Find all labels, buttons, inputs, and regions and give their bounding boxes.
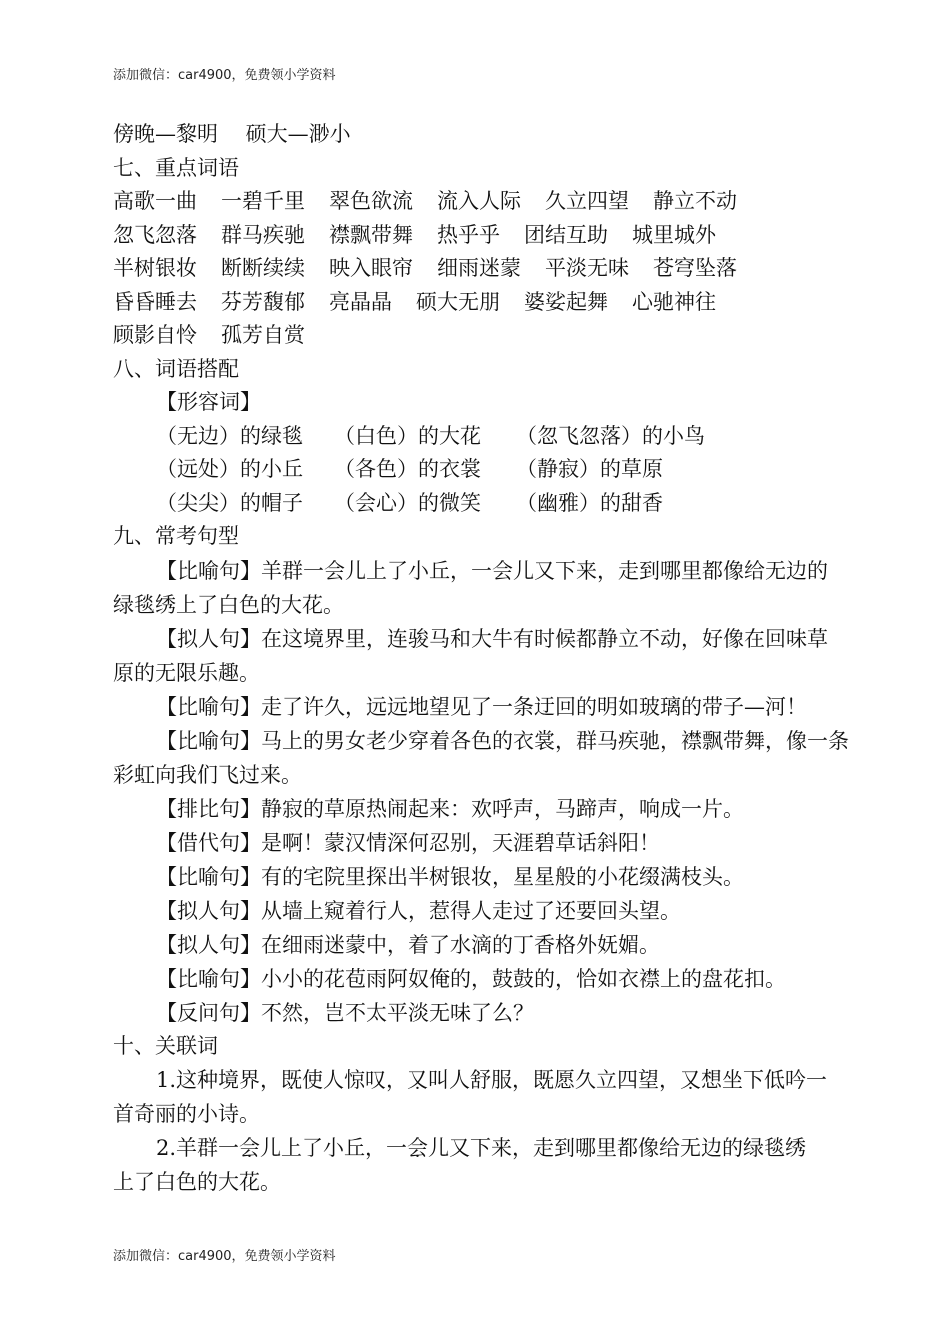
emphasis-mark: 一会儿 [386, 1136, 450, 1160]
emphasis-mark: 既 [533, 1068, 555, 1092]
sentence-type-tag: 【拟人句】 [156, 932, 261, 957]
collocation: （忽飞忽落）的小鸟 [516, 423, 705, 448]
key-word: 翠色欲流 [329, 189, 413, 213]
word-row [113, 252, 853, 286]
sentence-pattern [113, 962, 853, 996]
collocation: （白色）的大花 [334, 423, 481, 448]
sentence-type-tag: 【比喻句】 [156, 694, 261, 719]
sentence-pattern [113, 724, 853, 792]
sentence-text: 在这境界里，连骏马和大牛有时候都静立不动，好像在回味草 [261, 626, 828, 651]
section-9-title: 九、常考句型 [113, 524, 239, 548]
key-word: 细雨迷蒙 [437, 256, 521, 280]
sentence-pattern [113, 622, 853, 690]
antonym-line: 傍晚—黎明 硕大—渺小 [113, 122, 351, 146]
sentence-pattern [113, 792, 853, 826]
sentence-pattern [113, 860, 853, 894]
sentence-type-tag: 【拟人句】 [156, 626, 261, 651]
key-word: 心驰神往 [632, 289, 716, 314]
conjunction-item-2: 2.羊群一会儿上了小丘，一会儿又下来，走到哪里都像给无边的绿毯绣 上了白色的大花。 [113, 1136, 807, 1194]
key-word: 城里城外 [632, 222, 716, 247]
section-7-title: 七、重点词语 [113, 155, 239, 180]
word-row [113, 185, 853, 219]
sentence-pattern [113, 690, 853, 724]
key-word: 断断续续 [221, 256, 305, 280]
sentence-text: 是啊！蒙汉情深何忍别，天涯碧草话斜阳！ [261, 830, 660, 855]
key-word: 苍穹坠落 [653, 256, 737, 280]
emphasis-mark: 又 [407, 1068, 429, 1092]
sentence-text: 小小的花苞雨阿奴俺的，鼓鼓的，恰如衣襟上的盘花扣。 [261, 966, 786, 991]
sentence-type-tag: 【拟人句】 [156, 898, 261, 923]
sentence-type-tag: 【比喻句】 [156, 864, 261, 889]
sentence-text: 马上的男女老少穿着各色的衣裳，群马疾驰，襟飘带舞，像一条 [261, 728, 849, 753]
sentence-text: 不然，岂不太平淡无味了么？ [261, 1000, 534, 1025]
key-word: 昏昏睡去 [113, 289, 197, 314]
collocation: （会心）的微笑 [334, 490, 481, 515]
sentence-continuation: 绿毯绣上了白色的大花。 [113, 592, 344, 617]
sentence-continuation: 原的无限乐趣。 [113, 660, 260, 685]
collocation: （静寂）的草原 [516, 457, 663, 481]
key-word: 顾影自怜 [113, 323, 197, 347]
key-word: 高歌一曲 [113, 189, 197, 213]
key-word: 婆娑起舞 [524, 289, 608, 314]
sentence-pattern [113, 826, 853, 860]
key-word: 孤芳自赏 [221, 323, 305, 347]
sentence-text: 从墙上窥着行人，惹得人走过了还要回头望。 [261, 898, 681, 923]
word-row [113, 286, 853, 320]
section-10-title: 十、关联词 [113, 1033, 218, 1058]
collocation-row [113, 453, 853, 487]
key-words-list [113, 185, 853, 353]
word-row [113, 319, 853, 353]
sentence-pattern [113, 554, 853, 622]
emphasis-mark: 一会儿 [218, 1136, 282, 1160]
page-footer: 添加微信：car4900，免费领小学资料 [113, 1249, 336, 1264]
collocation: （各色）的衣裳 [334, 457, 481, 481]
key-word: 静立不动 [653, 189, 737, 213]
sentence-text: 走了许久，远远地望见了一条迂回的明如玻璃的带子—河！ [261, 694, 807, 719]
page-header: 添加微信：car4900，免费领小学资料 [113, 68, 336, 83]
collocation: （尖尖）的帽子 [156, 490, 303, 515]
document-body [113, 118, 853, 1199]
sentence-type-tag: 【排比句】 [156, 796, 261, 821]
collocation: （远处）的小丘 [156, 457, 303, 481]
sentence-type-tag: 【比喻句】 [156, 558, 261, 583]
sentence-type-tag: 【反问句】 [156, 1000, 261, 1025]
key-word: 久立四望 [545, 189, 629, 213]
word-row [113, 219, 853, 253]
section-8-title: 八、词语搭配 [113, 356, 239, 381]
emphasis-mark: 又 [680, 1068, 702, 1092]
emphasis-mark: 既 [281, 1068, 303, 1092]
key-word: 团结互助 [524, 222, 608, 247]
key-word: 热乎乎 [437, 222, 500, 247]
sentence-type-tag: 【借代句】 [156, 830, 261, 855]
sentence-pattern-list [113, 554, 853, 1030]
sentence-type-tag: 【比喻句】 [156, 728, 261, 753]
collocation: （幽雅）的甜香 [516, 490, 663, 515]
key-word: 忽飞忽落 [113, 222, 197, 247]
collocation: （无边）的绿毯 [156, 423, 303, 448]
key-word: 芬芳馥郁 [221, 289, 305, 314]
sentence-text: 有的宅院里探出半树银妆，星星般的小花缀满枝头。 [261, 864, 744, 889]
key-word: 亮晶晶 [329, 289, 392, 314]
adjective-subtitle: 【形容词】 [156, 390, 261, 414]
key-word: 流入人际 [437, 189, 521, 213]
sentence-pattern [113, 928, 853, 962]
sentence-type-tag: 【比喻句】 [156, 966, 261, 991]
collocation-row [113, 487, 853, 521]
key-word: 群马疾驰 [221, 222, 305, 247]
conjunction-item-1: 1.这种境界，既使人惊叹，又叫人舒服，既愿久立四望，又想坐下低吟一 首奇丽的小诗。 [113, 1068, 828, 1126]
sentence-text: 静寂的草原热闹起来：欢呼声，马蹄声，响成一片。 [261, 796, 744, 821]
key-word: 半树银妆 [113, 256, 197, 280]
sentence-pattern [113, 996, 853, 1030]
sentence-continuation: 彩虹向我们飞过来。 [113, 762, 302, 787]
key-word: 映入眼帘 [329, 256, 413, 280]
word-collocation-list [113, 420, 853, 521]
sentence-text: 羊群一会儿上了小丘，一会儿又下来，走到哪里都像给无边的 [261, 558, 828, 583]
key-word: 硕大无朋 [416, 289, 500, 314]
key-word: 一碧千里 [221, 189, 305, 213]
sentence-text: 在细雨迷蒙中，着了水滴的丁香格外妩媚。 [261, 932, 660, 957]
sentence-pattern [113, 894, 853, 928]
key-word: 襟飘带舞 [329, 222, 413, 247]
collocation-row [113, 420, 853, 454]
key-word: 平淡无味 [545, 256, 629, 280]
